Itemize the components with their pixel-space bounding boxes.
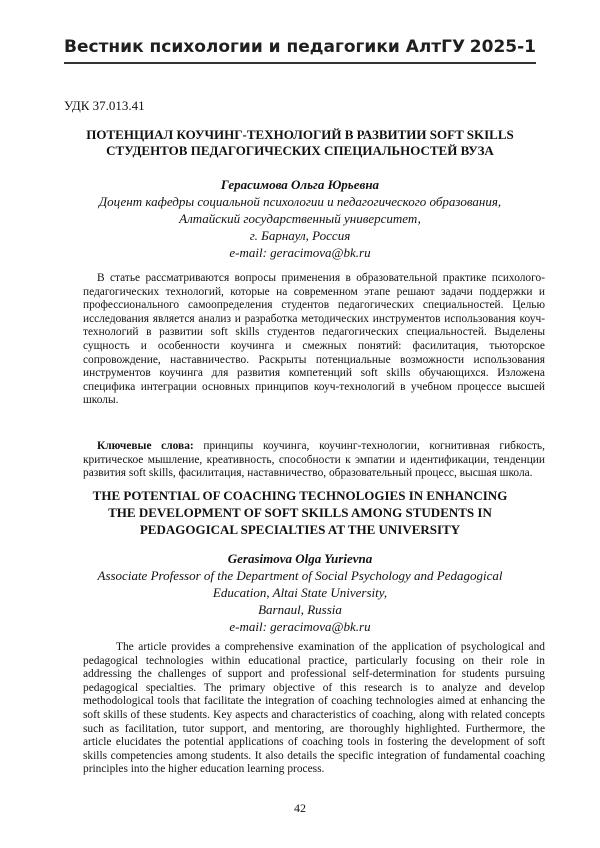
author-block-en xyxy=(64,550,536,635)
title-ru-line: ПОТЕНЦИАЛ КОУЧИНГ-ТЕХНОЛОГИЙ В РАЗВИТИИ SOFT SKILLS xyxy=(64,127,536,143)
title-ru-line: СТУДЕНТОВ ПЕДАГОГИЧЕСКИХ СПЕЦИАЛЬНОСТЕЙ ВУЗА xyxy=(64,143,536,159)
abstract-en xyxy=(83,641,545,777)
email-en: e-mail: geracimova@bk.ru xyxy=(64,618,536,635)
abstract-ru-text: В статье рассматриваются вопросы применения в образовательной практике психолого-педагогических технологий, которые на современном этапе решают задачи поддержки и профессионального самоопределения студентов педагогических специальностей. Целью исследования является анализ и разработка методических инструментов использования коуч-технологий в развитии soft skills студентов педагогических специальностей. Выделены сущность и особенности коучинга и смежных понятий: фасилитация, тьюторское сопровождение, наставничество. Раскрыты потенциальные возможности использования инструментов коучинга для развития компетенций soft skills обучающихся. Изложена специфика интеграции основных принципов коуч-технологий в учебном процессе высшей школы. xyxy=(83,272,545,408)
author-name-en: Gerasimova Olga Yurievna xyxy=(64,550,536,567)
journal-title: Вестник психологии и педагогики АлтГУ xyxy=(64,37,465,57)
author-block-ru xyxy=(64,176,536,261)
keywords-label: Ключевые слова: xyxy=(97,440,194,452)
title-en-line: PEDAGOGICAL SPECIALTIES AT THE UNIVERSITY xyxy=(64,521,536,538)
affiliation-ru-line: Доцент кафедры социальной психологии и педагогического образования, xyxy=(64,193,536,210)
keywords-text: принципы коучинга, коучинг-технологии, когнитивная гибкость, критическое мышление, креативность, способности к эмпатии и идентификации, тенденции развития soft skills, фасилитация, наставничество, образовательный процесс, высшая школа. xyxy=(83,440,545,479)
udc-code: УДК 37.013.41 xyxy=(64,98,145,114)
header-divider xyxy=(64,62,536,64)
city-ru: г. Барнаул, Россия xyxy=(64,227,536,244)
abstract-en-text: The article provides a comprehensive examination of the application of psychological and pedagogical technologies within educational practice, particularly focusing on their role in addressing the challenges of support and professional self-determination for students pursuing pedagogical specialties. The primary objective of this research is to analyze and develop methodological tools that facilitate the integration of coaching technologies aimed at enhancing the soft skills of these students. Key aspects and characteristics of coaching, along with related concepts such as facilitation, tutor support, and mentoring, are thoroughly highlighted. Furthermore, the article elucidates the potential applications of coaching tools in fostering the development of soft skills competencies among students. It also details the specific integration of fundamental coaching principles into the higher education learning process. xyxy=(83,641,545,777)
issue-number: 2025-1 xyxy=(470,37,536,57)
title-en-line: THE POTENTIAL OF COACHING TECHNOLOGIES IN ENHANCING xyxy=(64,487,536,504)
city-en: Barnaul, Russia xyxy=(64,601,536,618)
paper-page xyxy=(0,0,600,848)
article-title-en xyxy=(64,487,536,538)
author-name-ru: Герасимова Ольга Юрьевна xyxy=(64,176,536,193)
affiliation-en-line: Education, Altai State University, xyxy=(64,584,536,601)
abstract-ru xyxy=(83,272,545,408)
title-en-line: THE DEVELOPMENT OF SOFT SKILLS AMONG STUDENTS IN xyxy=(64,504,536,521)
affiliation-en-line: Associate Professor of the Department of Social Psychology and Pedagogical xyxy=(64,567,536,584)
email-ru: e-mail: geracimova@bk.ru xyxy=(64,244,536,261)
running-header xyxy=(64,33,536,59)
affiliation-ru-line: Алтайский государственный университет, xyxy=(64,210,536,227)
page-number: 42 xyxy=(0,801,600,816)
keywords-ru xyxy=(83,440,545,481)
article-title-ru xyxy=(64,127,536,159)
